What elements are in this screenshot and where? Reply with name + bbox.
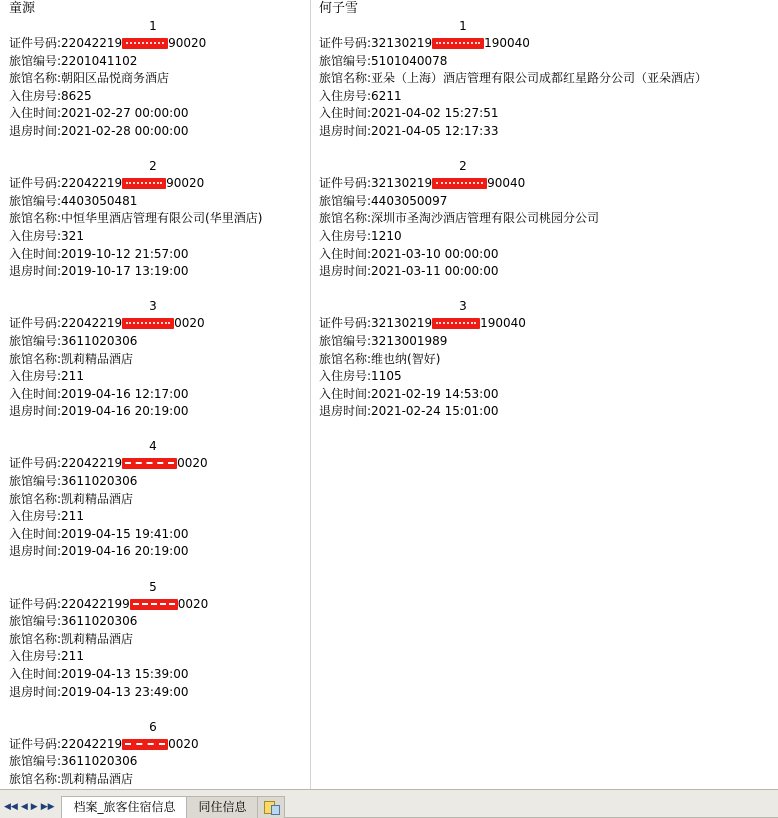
id-number-suffix: 0020 [177,596,209,611]
hotel-code-line: 旅馆编号:3213001989 [319,333,448,348]
checkout-time-line: 退房时间:2021-02-28 00:00:00 [9,123,189,138]
tab-bar-filler [285,796,778,818]
person-name-left: 童源 [9,1,36,16]
id-number-suffix: 90020 [166,176,205,191]
checkout-time-line: 退房时间:2019-04-16 20:19:00 [9,544,189,559]
checkout-time-line: 退房时间:2019-10-17 13:19:00 [9,264,189,279]
id-number-label: 证件号码:22042219 [9,176,123,191]
record-index: 3 [459,299,467,314]
id-number-line [8,736,319,754]
record-index: 6 [149,719,157,734]
record-spacer [318,141,629,159]
stay-record [318,158,629,298]
person-name-right: 何子雪 [319,1,359,16]
redaction-mark [432,38,484,49]
sheet-tab-bar [0,789,778,818]
nav-next-icon[interactable]: ▶ [30,802,38,812]
record-spacer [8,701,319,719]
id-number-line [8,315,319,333]
record-spacer [318,421,629,439]
stay-record [318,18,708,158]
id-number-label: 证件号码:220422199 [9,596,130,611]
id-number-label: 证件号码:22042219 [9,316,123,331]
room-number-line: 入住房号:1210 [319,228,402,243]
id-number-line [8,455,319,473]
hotel-name-line: 旅馆名称:凯莉精品酒店 [9,351,134,366]
record-spacer [8,281,319,299]
stay-record [8,579,319,719]
stay-record [8,438,319,578]
hotel-code-line: 旅馆编号:3611020306 [9,614,138,629]
id-number-suffix: 90040 [487,176,526,191]
stay-record [318,298,629,438]
id-number-label: 证件号码:22042219 [9,456,123,471]
stay-record [8,719,319,790]
hotel-code-line: 旅馆编号:2201041102 [9,53,138,68]
id-number-label: 证件号码:32130219 [319,36,433,50]
checkout-time-line: 退房时间:2021-03-11 00:00:00 [319,264,499,279]
hotel-name-line: 旅馆名称:朝阳区品悦商务酒店 [9,71,170,86]
nav-last-icon[interactable]: ▶▶ [40,802,55,812]
id-number-label: 证件号码:22042219 [9,736,123,751]
record-index: 1 [459,19,467,33]
sheet-tab[interactable]: 同住信息 [186,796,258,818]
redaction-mark [122,178,166,189]
checkin-time-line: 入住时间:2019-04-16 12:17:00 [9,386,189,401]
hotel-code-line: 旅馆编号:4403050097 [319,193,448,208]
id-number-suffix: 90020 [168,36,207,50]
id-number-label: 证件号码:32130219 [319,176,433,191]
id-number-suffix: 190040 [484,36,530,50]
id-number-line [318,175,629,193]
id-number-line [8,596,319,614]
record-index: 2 [149,159,157,174]
checkin-time-line: 入住时间:2021-02-19 14:53:00 [319,386,499,401]
checkin-time-line: 入住时间:2019-04-15 19:41:00 [9,526,189,541]
checkout-time-line: 退房时间:2019-04-16 20:19:00 [9,404,189,419]
record-spacer [8,421,319,439]
id-number-line [318,315,629,333]
id-number-suffix: 0020 [168,736,199,751]
checkout-time-line: 退房时间:2021-02-24 15:01:00 [319,404,499,419]
hotel-name-line: 旅馆名称:凯莉精品酒店 [9,491,134,506]
hotel-name-line: 旅馆名称:凯莉精品酒店 [9,771,134,786]
room-number-line: 入住房号:8625 [9,88,92,103]
hotel-code-line: 旅馆编号:3611020306 [9,333,138,348]
redaction-mark [122,458,177,469]
record-index: 1 [149,19,157,33]
room-number-line: 入住房号:1105 [319,369,402,384]
redaction-mark [432,318,480,329]
record-index: 4 [149,439,157,454]
record-spacer [318,281,629,299]
room-number-line: 入住房号:211 [9,509,84,524]
id-number-suffix: 0020 [177,456,208,471]
column-right [318,0,708,438]
nav-first-icon[interactable]: ◀◀ [4,802,18,812]
hotel-name-line: 旅馆名称:深圳市圣淘沙酒店管理有限公司桃园分公司 [319,211,600,226]
record-spacer [8,561,319,579]
redaction-mark [122,739,168,750]
records-list-right [318,18,708,438]
record-index: 3 [149,299,157,314]
hotel-name-line: 旅馆名称:维也纳(智好) [319,351,441,366]
sheet-tab[interactable]: 档案_旅客住宿信息 [61,796,187,818]
room-number-line: 入住房号:211 [9,369,84,384]
new-sheet-icon[interactable] [257,796,285,818]
checkout-time-line: 退房时间:2019-04-13 23:49:00 [9,684,189,699]
checkin-time-line: 入住时间:2021-03-10 00:00:00 [319,246,499,261]
sheet-nav-buttons[interactable] [0,803,61,818]
checkin-time-line: 入住时间:2019-04-13 15:39:00 [9,667,189,681]
id-number-suffix: 0020 [174,316,205,331]
id-number-label: 证件号码:22042219 [9,36,123,50]
hotel-name-line: 旅馆名称:凯莉精品酒店 [9,631,134,646]
id-number-suffix: 190040 [480,316,526,331]
records-list-left [8,18,319,790]
redaction-mark [130,599,178,610]
record-spacer [8,141,319,159]
redaction-mark [432,178,487,189]
column-left [8,0,319,790]
stay-record [8,298,319,438]
hotel-name-line: 旅馆名称:中恒华里酒店管理有限公司(华里酒店) [9,211,263,226]
checkin-time-line: 入住时间:2021-02-27 00:00:00 [9,106,189,121]
id-number-line [8,175,319,193]
id-number-line [318,35,629,53]
checkin-time-line: 入住时间:2019-10-12 21:57:00 [9,246,189,261]
hotel-code-line: 旅馆编号:3611020306 [9,474,138,489]
checkout-time-line: 退房时间:2021-04-05 12:17:33 [319,123,499,138]
record-index: 5 [149,579,157,594]
stay-record [8,18,319,158]
room-number-line: 入住房号:321 [9,228,84,243]
sheet-tabs[interactable] [61,796,257,818]
hotel-code-line: 旅馆编号:3611020306 [9,754,138,769]
id-number-line [8,35,319,53]
hotel-code-line: 旅馆编号:5101040078 [319,53,448,68]
redaction-mark [122,38,168,49]
record-index: 2 [459,159,467,174]
nav-prev-icon[interactable]: ◀ [20,802,28,812]
hotel-name-line: 旅馆名称:亚朵（上海）酒店管理有限公司成都红星路分公司（亚朵酒店） [319,71,708,86]
redaction-mark [122,318,174,329]
checkin-time-line: 入住时间:2021-04-02 15:27:51 [319,106,499,121]
room-number-line: 入住房号:211 [9,649,84,664]
stay-record [8,158,319,298]
room-number-line: 入住房号:6211 [319,88,402,103]
id-number-label: 证件号码:32130219 [319,316,433,331]
hotel-code-line: 旅馆编号:4403050481 [9,193,138,208]
